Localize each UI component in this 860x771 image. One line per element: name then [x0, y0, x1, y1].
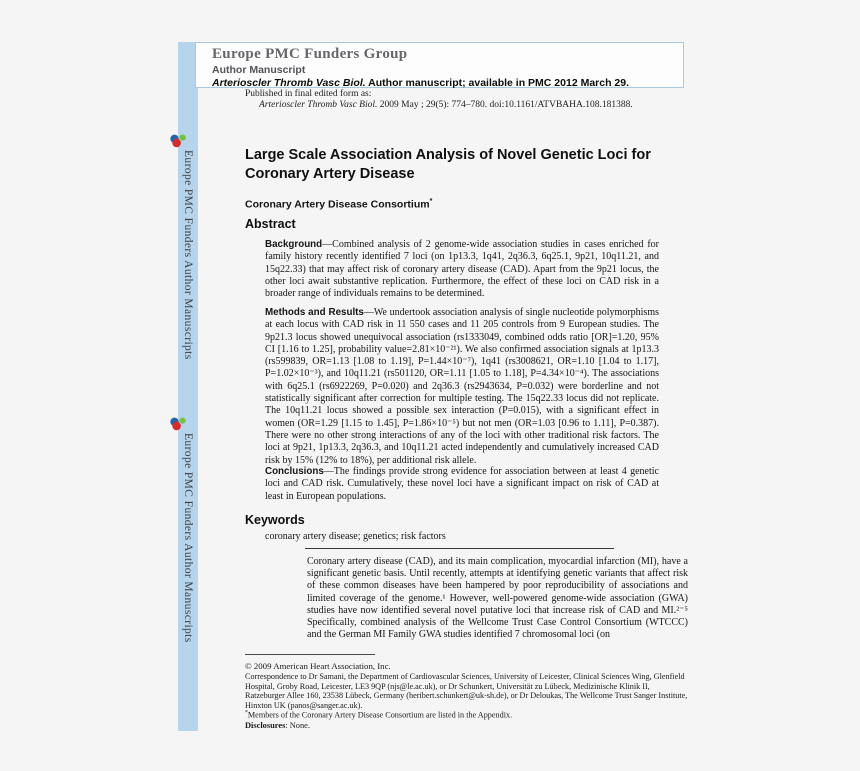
members-footnote: [245, 710, 688, 720]
background-label: Background: [265, 239, 323, 250]
abstract-conclusions-paragraph: [265, 466, 659, 503]
watermark-text: Europe PMC Funders Author Manuscripts: [182, 433, 194, 643]
article-title: Large Scale Association Analysis of Novel Genetic Loci for Coronary Artery Disease: [245, 147, 651, 182]
conclusions-text: —The findings provide strong evidence for association between at least 4 genetic loci and CAD risk. Cumulatively, these novel loci have a significant impact on risk of CAD at least in European populations.: [265, 466, 659, 502]
conclusions-label: Conclusions: [265, 466, 324, 477]
section-divider: [305, 548, 614, 549]
background-text: —Combined analysis of 2 genome-wide association studies in cases enriched for family history recently identified 7 loci (on 1p13.3, 1q41, 2q36.3, 6q25.1, 9p21, 10q11.21, and 15q22.33) that may affect risk of coronary artery disease (CAD). Apart from the 9p21 locus, the other loci await substantive replication. Furthermore, the effect of these loci on CAD risk in a broader range of individuals remains to be determined.: [265, 239, 659, 300]
keywords-list: coronary artery disease; genetics; risk factors: [265, 531, 446, 542]
abstract-methods-results-paragraph: [265, 307, 659, 467]
abstract-heading: Abstract: [245, 217, 296, 231]
keywords-heading: Keywords: [245, 513, 305, 527]
introduction-paragraph: Coronary artery disease (CAD), and its main complication, myocardial infarction (MI), have a significant genetic basis. Until recently, attempts at identifying genetic variants that affect risk of these common diseases have been hampered by poor reproducibility of associations and limited coverage of the genome.¹ However, well-powered genome-wide association (GWA) studies have now identified several novel putative loci that increase risk of CAD and MI.²⁻⁵ Specifically, combined analysis of the Wellcome Trust Case Control Consortium (WTCCC) and the German MI Family GWA studies identified 7 chromosomal loci (on: [307, 556, 688, 641]
banner-org-title: Europe PMC Funders Group: [212, 46, 408, 62]
disclosures-line: [245, 721, 310, 730]
methods-results-label: Methods and Results: [265, 307, 364, 318]
authors-footnote-marker: *: [429, 198, 433, 205]
manuscript-banner: [195, 42, 684, 88]
citation-details: 2009 May ; 29(5): 774–780. doi:10.1161/ATVBAHA.108.181388.: [377, 100, 633, 110]
banner-manuscript-type: Author Manuscript: [212, 64, 306, 76]
banner-availability-text: Author manuscript; available in PMC 2012 March 29.: [365, 77, 630, 89]
members-footnote-text: Members of the Coronary Artery Disease Consortium are listed in the Appendix.: [247, 710, 513, 720]
authors-name: Coronary Artery Disease Consortium: [245, 198, 430, 211]
citation-journal-name: Arterioscler Thromb Vasc Biol.: [259, 100, 378, 110]
banner-availability-line: [212, 77, 683, 89]
article-authors: [245, 198, 432, 211]
copyright-line: © 2009 American Heart Association, Inc.: [245, 661, 391, 671]
footnote-divider: [245, 654, 375, 655]
watermark-text: Europe PMC Funders Author Manuscripts: [182, 150, 194, 360]
correspondence-note: Correspondence to Dr Samani, the Department of Cardiovascular Sciences, University of Leicester, Clinical Sciences Wing, Glenfield Hospital, Groby Road, Leicester, LE3 9QP (njs@le.ac.uk), or Dr Schunkert, Universität zu Lübeck, Medizinische Klinik II, Ratzeburger Allee 160, 23538 Lübeck, Germany (heribert.schunkert@uk-sh.de), or Dr Deloukas, The Wellcome Trust Sanger Institute, Hinxton UK (panos@sanger.ac.uk).: [245, 672, 688, 710]
disclosures-label: Disclosures: [245, 721, 286, 730]
abstract-background-paragraph: [265, 239, 659, 300]
citation-line: [259, 100, 633, 110]
europe-pmc-logo-icon: [169, 134, 187, 148]
europe-pmc-logo-icon: [169, 417, 187, 431]
published-in-line: Published in final edited form as:: [245, 89, 372, 99]
disclosures-text: : None.: [285, 721, 310, 730]
methods-results-text: —We undertook association analysis of single nucleotide polymorphisms at each locus with CAD risk in 11 550 cases and 11 205 controls from 9 European studies. The 9p21.3 locus showed unequivocal association (rs1333049, combined odds ratio [OR]=1.20, 95% CI [1.16 to 1.25], probability value=2.81×10⁻²¹). We also confirmed association signals at 1p13.3 (rs599839, OR=1.13 [1.08 to 1.19], P=1.44×10⁻⁷), 1q41 (rs3008621, OR=1.10 [1.04 to 1.17], P=1.02×10⁻³), and 10q11.21 (rs501120, OR=1.11 [1.05 to 1.18], P=4.34×10⁻⁴). The associations with 6q25.1 (rs6922269, P=0.020) and 2q36.3 (rs2943634, P=0.032) were borderline and not statistically significant after correction for multiple testing. The 15q22.33 locus did not replicate. The 10q11.21 locus showed a possible sex interaction (P=0.015), with a significant effect in women (OR=1.29 [1.15 to 1.45], P=1.86×10⁻⁵) but not men (OR=1.03 [0.96 to 1.11], P=0.387). There were no other strong interactions of any of the loci with other traditional risk factors. The loci at 9p21, 1p13.3, 2q36.3, and 10q11.21 acted independently and cumulatively increased CAD risk by 15% (12% to 18%), per additional risk allele.: [265, 307, 659, 466]
members-footnote-marker: *: [245, 710, 248, 716]
banner-journal-name: Arterioscler Thromb Vasc Biol.: [212, 77, 366, 89]
